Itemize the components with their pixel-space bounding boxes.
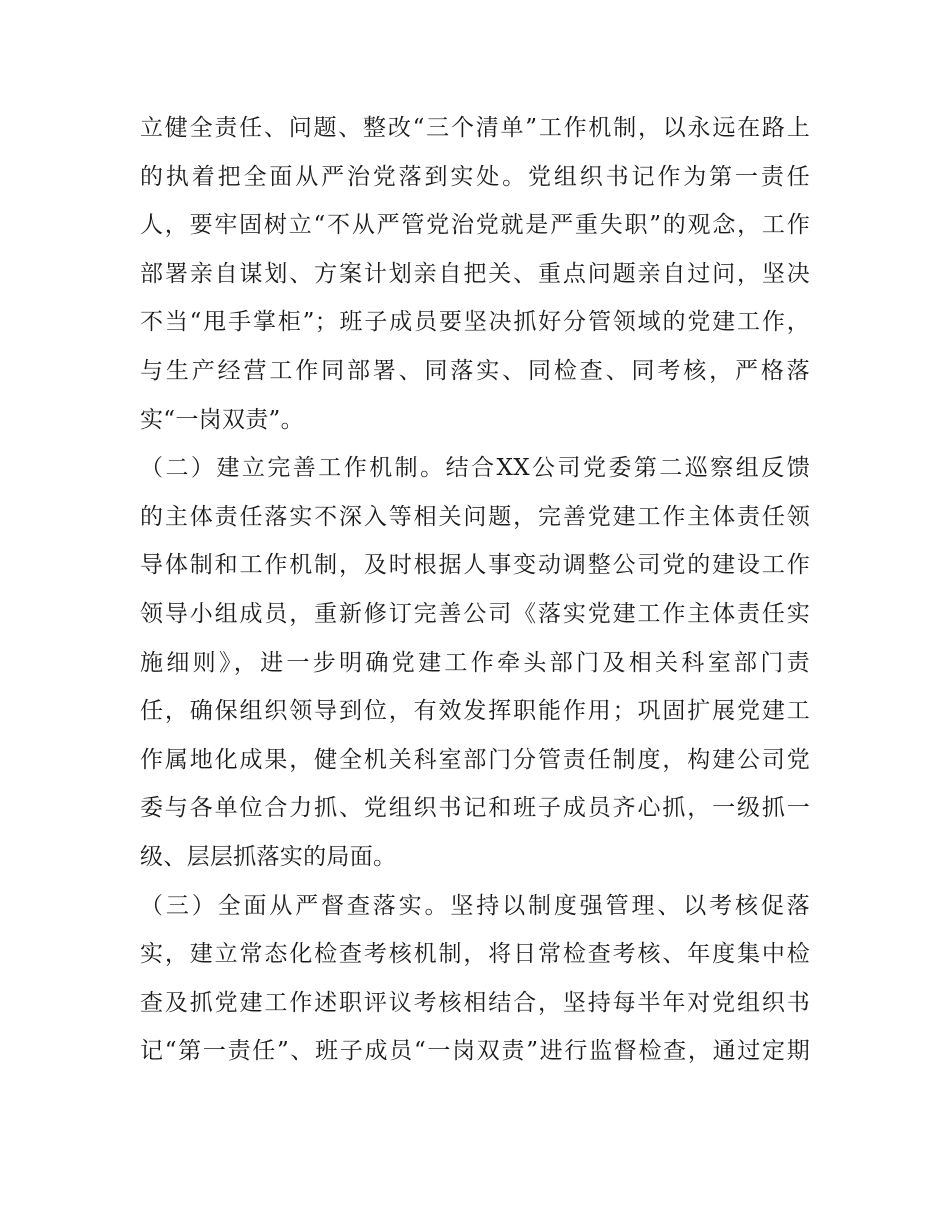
text-line: 与生产经营工作同部署、同落实、同检查、同考核，严格落: [140, 357, 810, 384]
text-line: 作属地化成果，健全机关科室部门分管责任制度，构建公司党: [140, 746, 810, 773]
text-line: 的主体责任落实不深入等相关问题，完善党建工作主体责任领: [140, 503, 810, 530]
paragraph-end-line: 实“一岗双责”。: [140, 406, 304, 433]
text-line: 记“第一责任”、班子成员“一岗双责”进行监督检查，通过定期: [140, 1038, 810, 1065]
section-heading-line: （二）建立完善工作机制。结合XX公司党委第二巡察组反馈: [140, 455, 810, 482]
text-line: 实，建立常态化检查考核机制，将日常检查考核、年度集中检: [140, 941, 810, 968]
text-line: 领导小组成员，重新修订完善公司《落实党建工作主体责任实: [140, 600, 810, 627]
text-line: 查及抓党建工作述职评议考核相结合，坚持每半年对党组织书: [140, 989, 810, 1016]
text-line: 不当“甩手掌柜”；班子成员要坚决抓好分管领域的党建工作，: [140, 309, 810, 336]
text-line: 施细则》，进一步明确党建工作牵头部门及相关科室部门责: [140, 649, 810, 676]
text-line: 人，要牢固树立“不从严管党治党就是严重失职”的观念，工作: [140, 212, 810, 239]
text-line: 部署亲自谋划、方案计划亲自把关、重点问题亲自过问，坚决: [140, 260, 810, 287]
paragraph-end-line: 级、层层抓落实的局面。: [140, 843, 397, 870]
text-line: 立健全责任、问题、整改“三个清单”工作机制，以永远在路上: [140, 115, 810, 141]
text-line: 的执着把全面从严治党落到实处。党组织书记作为第一责任: [140, 163, 810, 190]
text-line: 委与各单位合力抓、党组织书记和班子成员齐心抓，一级抓一: [140, 795, 810, 822]
text-line: 任，确保组织领导到位，有效发挥职能作用；巩固扩展党建工: [140, 698, 810, 725]
section-heading-line: （三）全面从严督查落实。坚持以制度强管理、以考核促落: [140, 892, 810, 919]
text-line: 导体制和工作机制，及时根据人事变动调整公司党的建设工作: [140, 552, 810, 579]
document-body: [140, 104, 810, 1076]
